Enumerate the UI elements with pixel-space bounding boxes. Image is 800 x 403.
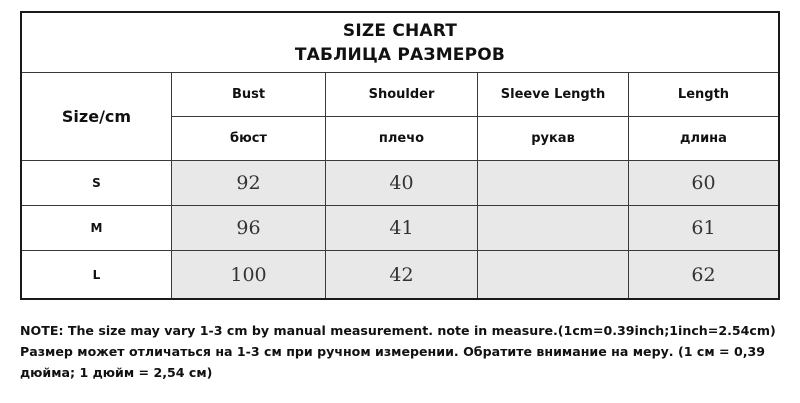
column-header-shoulder-ru: плечо [326,117,478,161]
column-header-shoulder: Shoulder [326,73,478,117]
table-cell [478,206,629,251]
size-label-m: M [22,206,172,251]
table-cell: 62 [629,251,778,298]
chart-title [22,13,778,73]
size-label-l: L [22,251,172,298]
note-line-english: NOTE: The size may vary 1-3 cm by manual measurement. note in measure.(1cm=0.39inch;1inch=2.54cm) [20,323,776,338]
note-line-russian: Размер может отличаться на 1-3 см при ручном измерении. Обратите внимание на меру. (1 см = 0,39 [20,344,766,359]
title-russian: ТАБЛИЦА РАЗМЕРОВ [294,44,506,65]
column-header-bust-ru: бюст [172,117,326,161]
measurement-note [20,320,785,383]
table-cell: 41 [326,206,478,251]
table-cell: 61 [629,206,778,251]
table-cell [478,161,629,206]
size-cm-header: Size/cm [22,73,172,161]
column-header-length: Length [629,73,778,117]
size-chart-table [20,11,780,300]
table-cell: 42 [326,251,478,298]
note-line-russian-cont: дюйма; 1 дюйм = 2,54 см) [20,365,213,380]
column-header-length-ru: длина [629,117,778,161]
table-cell: 92 [172,161,326,206]
table-cell: 100 [172,251,326,298]
table-cell: 40 [326,161,478,206]
table-cell: 96 [172,206,326,251]
table-cell: 60 [629,161,778,206]
size-label-s: S [22,161,172,206]
column-header-sleeve-ru: рукав [478,117,629,161]
column-header-sleeve-length: Sleeve Length [478,73,629,117]
column-header-bust: Bust [172,73,326,117]
title-english: SIZE CHART [342,20,458,41]
table-cell [478,251,629,298]
